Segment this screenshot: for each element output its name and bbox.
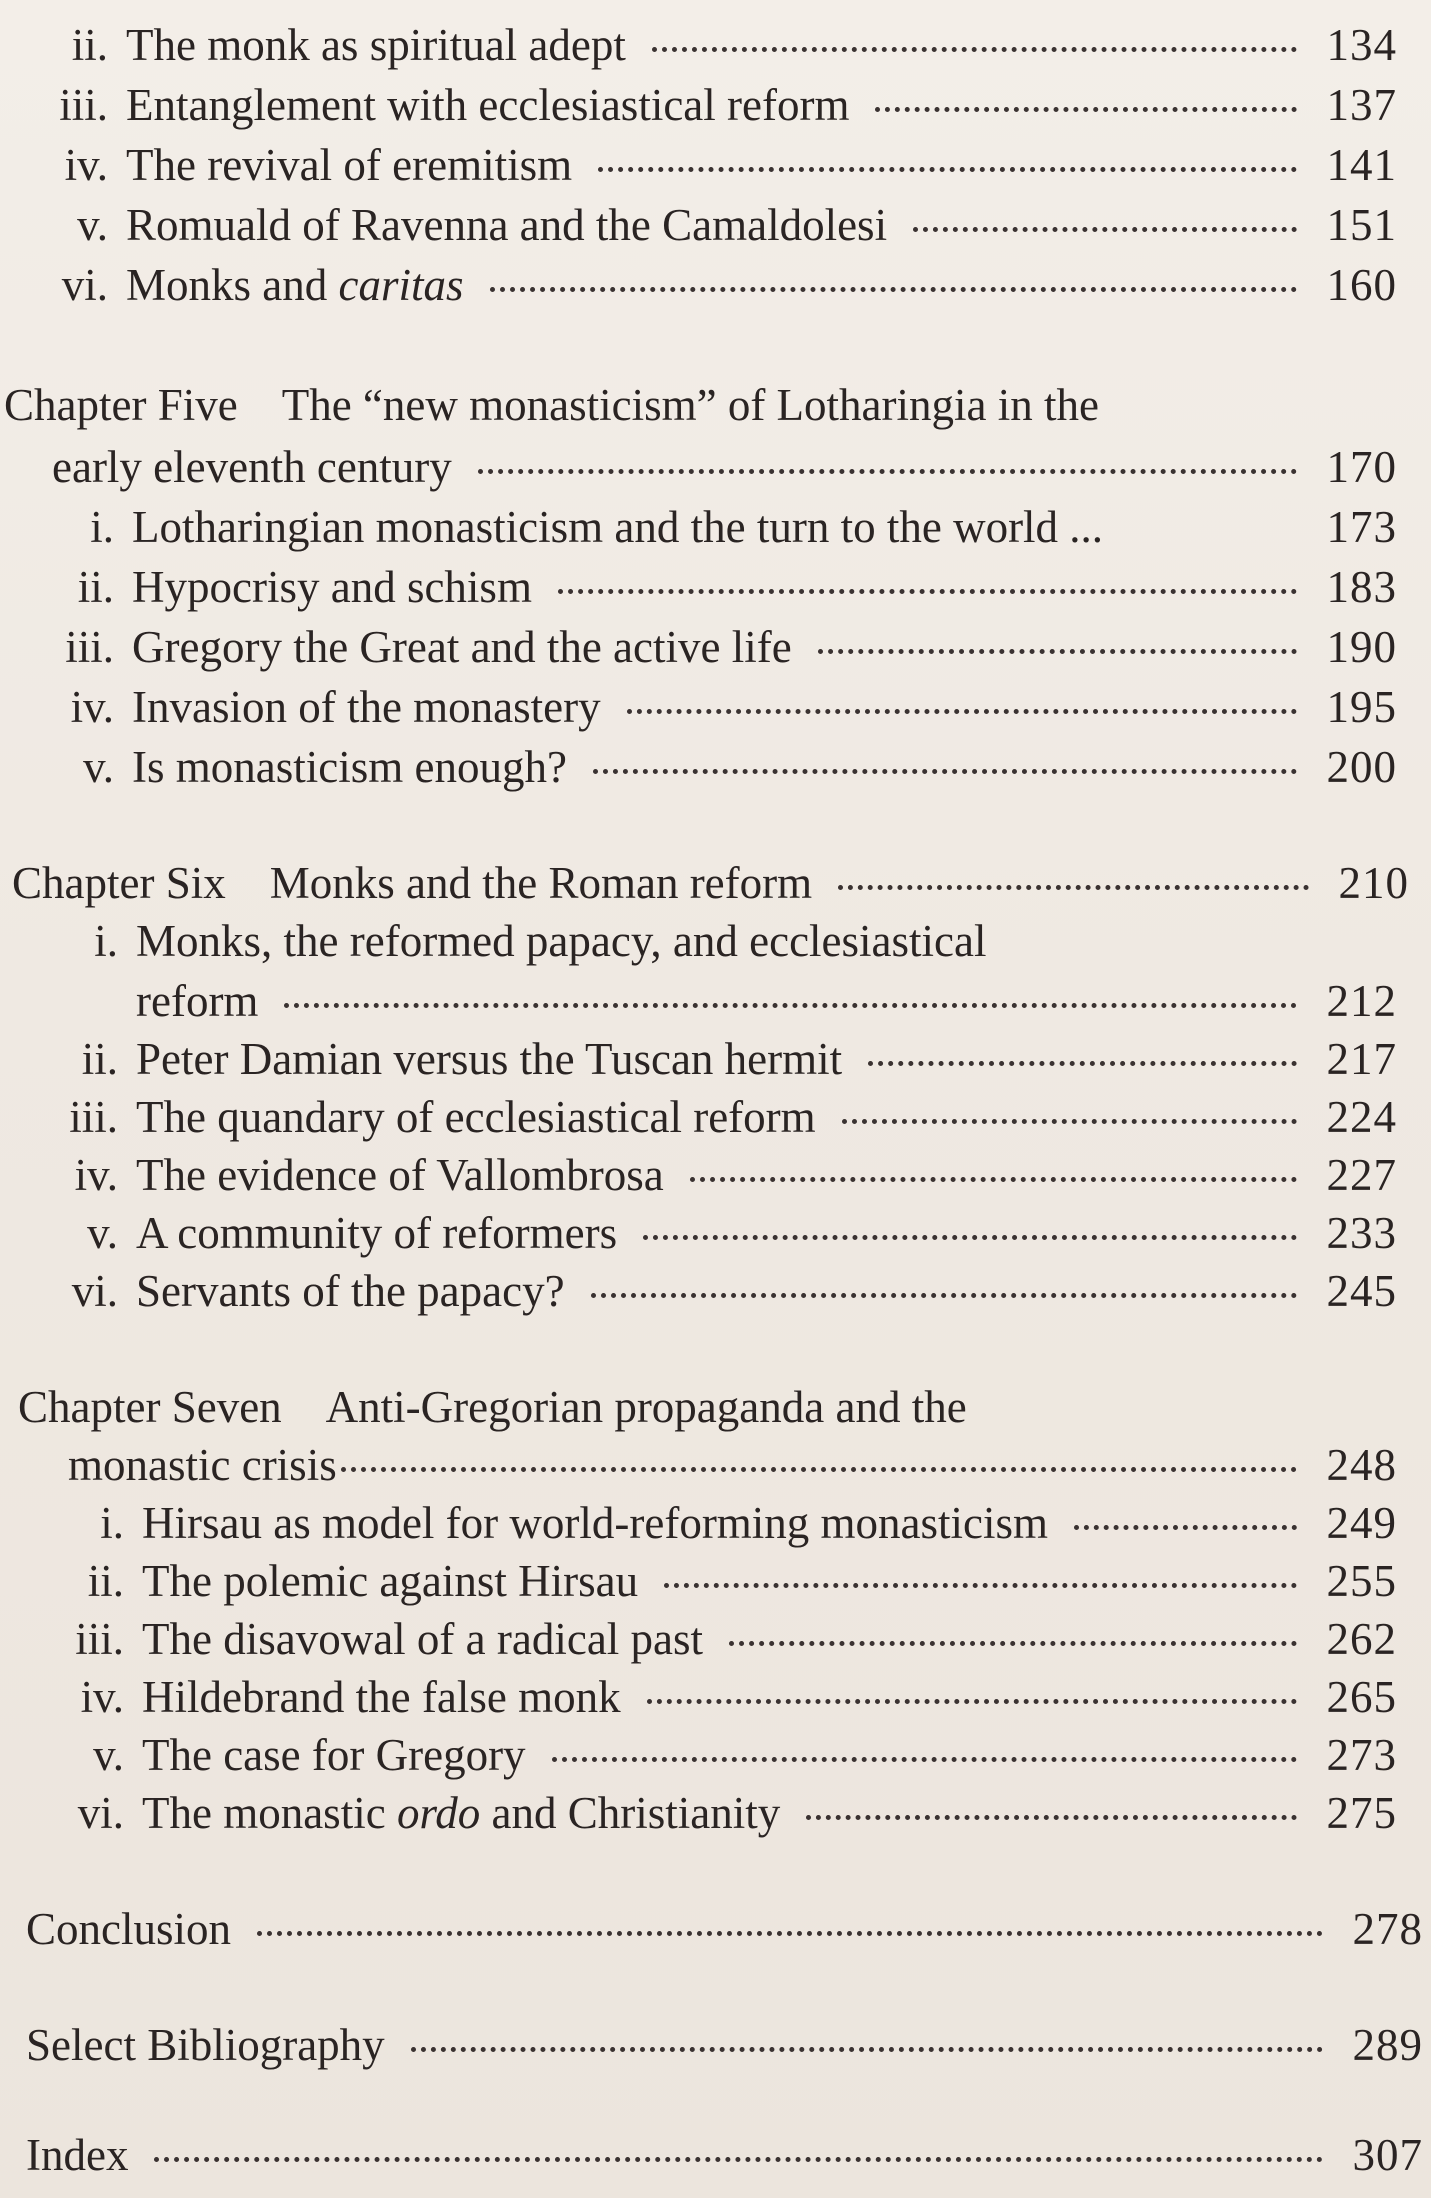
dot-leader bbox=[652, 47, 1297, 52]
title-roman-part: Monks and bbox=[126, 260, 339, 310]
section-title: Monks, the reformed papacy, and ecclesiastical bbox=[136, 916, 987, 966]
toc-entry bbox=[0, 1670, 1405, 1724]
section-title: The quandary of ecclesiastical reform bbox=[136, 1092, 816, 1142]
section-title: Lotharingian monasticism and the turn to the world ... bbox=[132, 502, 1104, 552]
section-title: The disavowal of a radical past bbox=[142, 1614, 704, 1664]
chapter-label: Chapter Seven bbox=[18, 1382, 282, 1432]
section-numeral: vi. bbox=[61, 260, 108, 310]
page-number: 289 bbox=[1352, 2020, 1423, 2070]
page-number: 210 bbox=[1338, 858, 1409, 908]
dot-leader bbox=[690, 1177, 1297, 1182]
dot-leader bbox=[593, 769, 1297, 774]
toc-entry bbox=[0, 560, 1405, 614]
toc-entry bbox=[0, 1496, 1405, 1550]
chapter-title-continued: early eleventh century bbox=[52, 442, 452, 492]
toc-entry bbox=[0, 1786, 1405, 1840]
section-numeral: iv. bbox=[80, 1672, 124, 1722]
toc-entry bbox=[0, 198, 1405, 252]
section-title bbox=[126, 258, 464, 312]
dot-leader bbox=[478, 469, 1297, 474]
toc-entry bbox=[0, 1438, 1405, 1492]
page-number: 160 bbox=[1326, 260, 1397, 310]
page-number: 134 bbox=[1326, 20, 1397, 70]
page-number: 248 bbox=[1326, 1440, 1397, 1490]
chapter-heading bbox=[0, 1380, 1423, 1434]
dot-leader bbox=[643, 1235, 1297, 1240]
toc-entry bbox=[0, 974, 1405, 1028]
section-numeral: v. bbox=[87, 1208, 118, 1258]
toc-entry bbox=[0, 1554, 1405, 1608]
dot-leader bbox=[842, 1119, 1297, 1124]
section-numeral: v. bbox=[77, 200, 108, 250]
dot-leader bbox=[257, 1931, 1323, 1936]
section-numeral: vi. bbox=[77, 1788, 124, 1838]
toc-entry-conclusion bbox=[0, 1902, 1431, 1956]
dot-leader bbox=[627, 709, 1297, 714]
section-numeral: iii. bbox=[59, 80, 108, 130]
chapter-title: The “new monasticism” of Lotharingia in the bbox=[281, 380, 1099, 430]
page-number: 233 bbox=[1326, 1208, 1397, 1258]
section-numeral: ii. bbox=[71, 20, 108, 70]
section-title: The polemic against Hirsau bbox=[142, 1556, 639, 1606]
page-number: 170 bbox=[1326, 442, 1397, 492]
page-number: 307 bbox=[1352, 2130, 1423, 2180]
dot-leader bbox=[341, 1467, 1297, 1472]
toc-entry bbox=[0, 78, 1405, 132]
toc-entry bbox=[0, 1612, 1405, 1666]
section-title: Gregory the Great and the active life bbox=[132, 622, 792, 672]
entry-title: Select Bibliography bbox=[26, 2020, 385, 2070]
section-numeral: vi. bbox=[71, 1266, 118, 1316]
page-number: 273 bbox=[1326, 1730, 1397, 1780]
section-numeral: iii. bbox=[75, 1614, 124, 1664]
dot-leader bbox=[154, 2157, 1323, 2162]
section-title: Invasion of the monastery bbox=[132, 682, 601, 732]
section-numeral: iii. bbox=[65, 622, 114, 672]
dot-leader bbox=[647, 1699, 1297, 1704]
toc-entry bbox=[0, 740, 1405, 794]
toc-entry bbox=[0, 440, 1405, 494]
section-title: Romuald of Ravenna and the Camaldolesi bbox=[126, 200, 888, 250]
section-title: The revival of eremitism bbox=[126, 140, 573, 190]
dot-leader bbox=[875, 107, 1297, 112]
section-numeral: i. bbox=[100, 1498, 124, 1548]
toc-entry bbox=[0, 138, 1405, 192]
toc-entry bbox=[0, 500, 1405, 554]
page-number: 173 bbox=[1326, 502, 1397, 552]
section-title: Hypocrisy and schism bbox=[132, 562, 532, 612]
chapter-title: Monks and the Roman reform bbox=[269, 858, 813, 908]
section-title-continued: reform bbox=[136, 976, 259, 1026]
chapter-title-continued: monastic crisis bbox=[68, 1440, 337, 1490]
section-numeral: i. bbox=[90, 502, 114, 552]
chapter-heading bbox=[0, 856, 1417, 910]
page-number: 151 bbox=[1326, 200, 1397, 250]
page-number: 212 bbox=[1326, 976, 1397, 1026]
dot-leader bbox=[806, 1815, 1297, 1820]
page-number: 278 bbox=[1352, 1904, 1423, 1954]
section-title: The case for Gregory bbox=[142, 1730, 526, 1780]
page-number: 137 bbox=[1326, 80, 1397, 130]
entry-title: Index bbox=[26, 2130, 129, 2180]
toc-entry bbox=[0, 258, 1405, 312]
dot-leader bbox=[558, 589, 1297, 594]
dot-leader bbox=[591, 1293, 1297, 1298]
toc-entry bbox=[0, 914, 1405, 968]
section-numeral: iv. bbox=[70, 682, 114, 732]
dot-leader bbox=[1129, 529, 1297, 534]
title-italic-part: ordo bbox=[396, 1788, 481, 1838]
toc-entry bbox=[0, 620, 1405, 674]
page-number: 200 bbox=[1326, 742, 1397, 792]
dot-leader bbox=[664, 1583, 1297, 1588]
toc-entry bbox=[0, 1728, 1405, 1782]
page-number: 224 bbox=[1326, 1092, 1397, 1142]
dot-leader bbox=[868, 1061, 1297, 1066]
toc-entry bbox=[0, 18, 1405, 72]
section-title: Entanglement with ecclesiastical reform bbox=[126, 80, 850, 130]
section-title: The evidence of Vallombrosa bbox=[136, 1150, 664, 1200]
section-numeral: v. bbox=[93, 1730, 124, 1780]
section-numeral: ii. bbox=[77, 562, 114, 612]
toc-entry bbox=[0, 680, 1405, 734]
page-number: 217 bbox=[1326, 1034, 1397, 1084]
section-title: The monk as spiritual adept bbox=[126, 20, 626, 70]
dot-leader bbox=[838, 885, 1309, 890]
page-number: 195 bbox=[1326, 682, 1397, 732]
page-number: 141 bbox=[1326, 140, 1397, 190]
section-numeral: iv. bbox=[74, 1150, 118, 1200]
page-number: 249 bbox=[1326, 1498, 1397, 1548]
section-title bbox=[142, 1786, 780, 1840]
page-number: 227 bbox=[1326, 1150, 1397, 1200]
toc-entry bbox=[0, 1264, 1405, 1318]
toc-entry-bibliography bbox=[0, 2018, 1431, 2072]
title-roman-part: The monastic bbox=[142, 1788, 397, 1838]
page-number: 190 bbox=[1326, 622, 1397, 672]
page-number: 275 bbox=[1326, 1788, 1397, 1838]
chapter-heading bbox=[0, 378, 1409, 432]
section-numeral: i. bbox=[94, 916, 118, 966]
dot-leader bbox=[729, 1641, 1297, 1646]
dot-leader bbox=[598, 167, 1297, 172]
section-title: A community of reformers bbox=[136, 1208, 618, 1258]
dot-leader bbox=[284, 1003, 1297, 1008]
section-numeral: ii. bbox=[81, 1034, 118, 1084]
page-number: 262 bbox=[1326, 1614, 1397, 1664]
section-title: Peter Damian versus the Tuscan hermit bbox=[136, 1034, 843, 1084]
toc-entry bbox=[0, 1090, 1405, 1144]
entry-title: Conclusion bbox=[26, 1904, 232, 1954]
page-number: 245 bbox=[1326, 1266, 1397, 1316]
section-title: Hirsau as model for world-reforming monasticism bbox=[142, 1498, 1049, 1548]
title-italic-part: caritas bbox=[338, 260, 464, 310]
section-numeral: ii. bbox=[87, 1556, 124, 1606]
page-number: 255 bbox=[1326, 1556, 1397, 1606]
section-title: Hildebrand the false monk bbox=[142, 1672, 621, 1722]
section-numeral: v. bbox=[83, 742, 114, 792]
toc-entry bbox=[0, 1032, 1405, 1086]
section-title: Is monasticism enough? bbox=[132, 742, 567, 792]
dot-leader bbox=[913, 227, 1297, 232]
page-number: 183 bbox=[1326, 562, 1397, 612]
dot-leader bbox=[818, 649, 1297, 654]
toc-entry-index bbox=[0, 2128, 1431, 2182]
toc-entry bbox=[0, 1206, 1405, 1260]
section-title: Servants of the papacy? bbox=[136, 1266, 565, 1316]
page-number: 265 bbox=[1326, 1672, 1397, 1722]
section-numeral: iv. bbox=[64, 140, 108, 190]
dot-leader bbox=[1074, 1525, 1297, 1530]
title-roman-part-end: and Christianity bbox=[480, 1788, 781, 1838]
dot-leader bbox=[490, 287, 1297, 292]
dot-leader bbox=[411, 2047, 1323, 2052]
toc-entry bbox=[0, 1148, 1405, 1202]
chapter-label: Chapter Five bbox=[4, 380, 238, 430]
chapter-label: Chapter Six bbox=[12, 858, 226, 908]
section-numeral: iii. bbox=[69, 1092, 118, 1142]
dot-leader bbox=[552, 1757, 1297, 1762]
chapter-title: Anti-Gregorian propaganda and the bbox=[325, 1382, 967, 1432]
